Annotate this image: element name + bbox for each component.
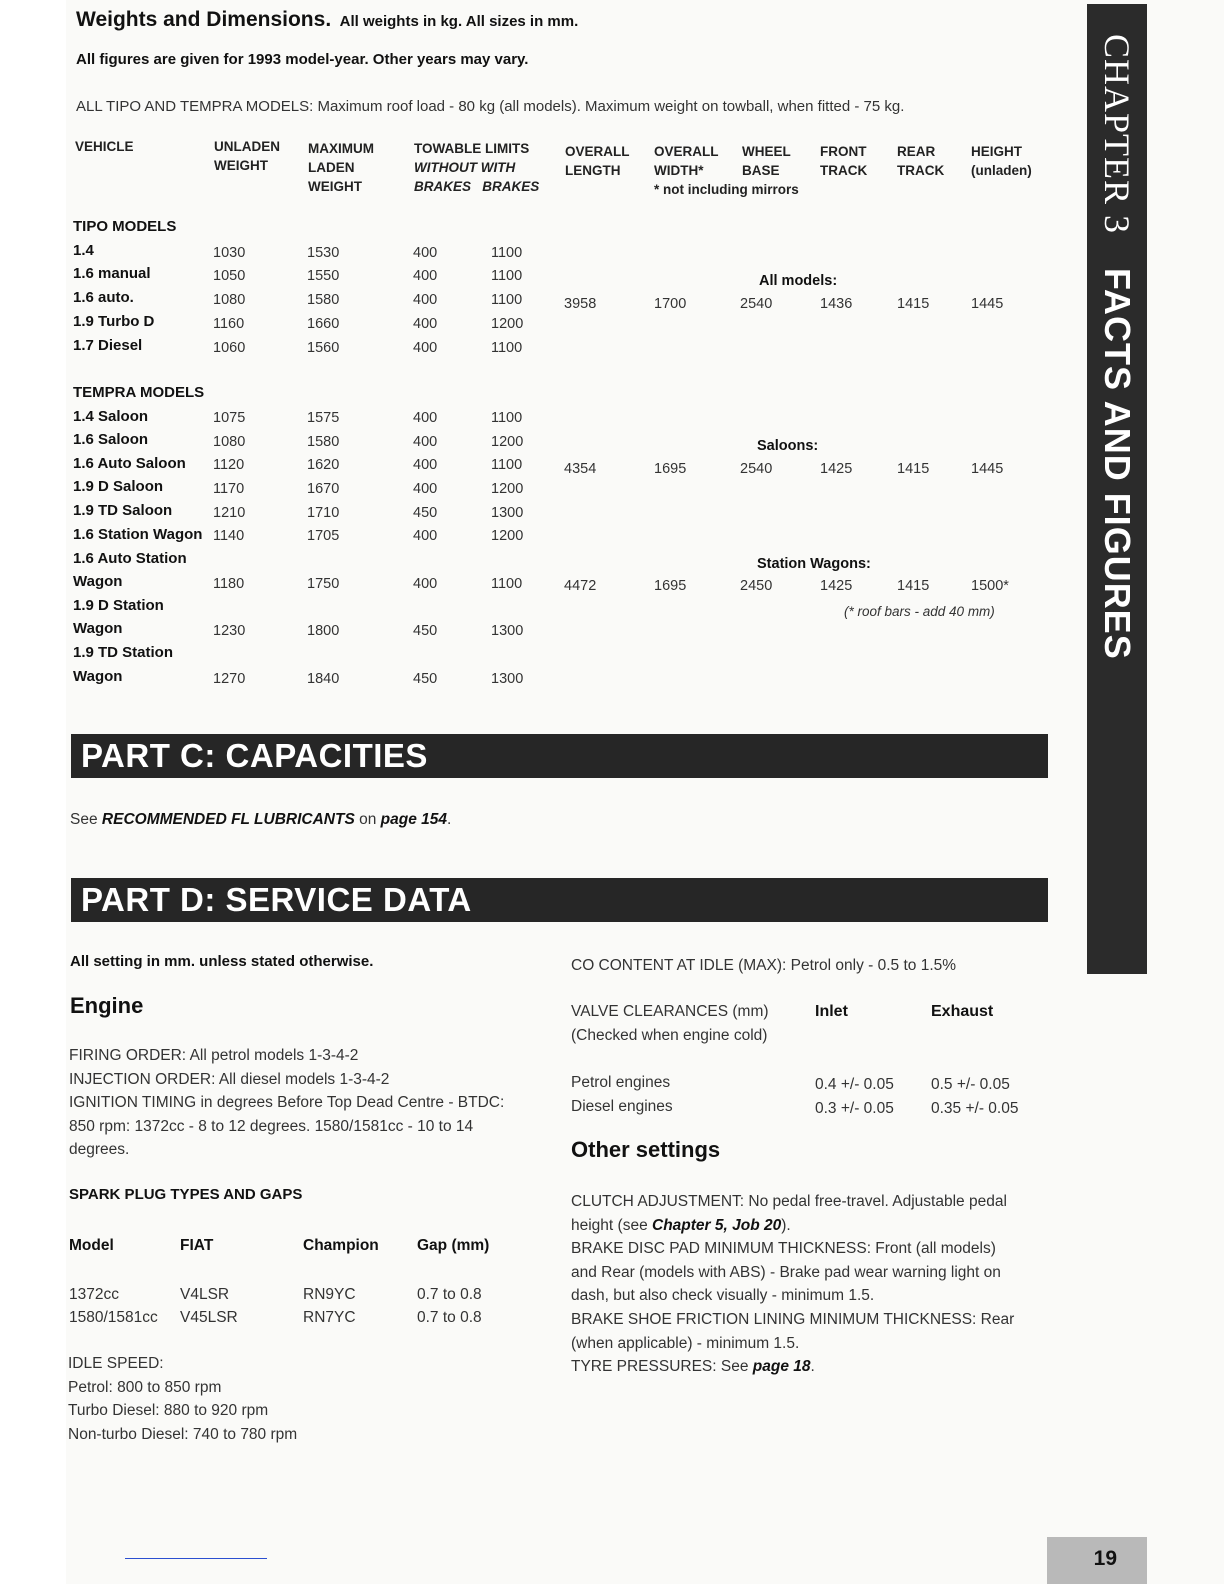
table-cell: V4LSR — [180, 1286, 230, 1303]
table-cell: 400 — [413, 410, 438, 426]
part-d-title: PART D: SERVICE DATA — [81, 881, 472, 918]
other-line: and Rear (models with ABS) - Brake pad wear warning light on — [571, 1263, 1001, 1281]
chapter-tab — [1087, 4, 1147, 974]
wagon-wheelbase: 2450 — [740, 578, 773, 594]
table-row-label: Wagon — [73, 620, 123, 637]
wagon-dims-label: Station Wagons: — [757, 556, 871, 572]
spark-title: SPARK PLUG TYPES AND GAPS — [69, 1186, 303, 1203]
table-row-label: 1.6 Auto Station — [73, 550, 187, 567]
table-cell: 1210 — [213, 505, 246, 521]
idle-line: Turbo Diesel: 880 to 920 rpm — [68, 1402, 269, 1420]
header-max-laden-l2: LADEN — [308, 160, 355, 175]
table-cell: 1100 — [491, 245, 523, 261]
page-18-link[interactable]: page 18 — [752, 1358, 811, 1376]
table-cell: 1100 — [491, 576, 523, 592]
wagon-front-track: 1425 — [820, 578, 853, 594]
wagon-width: 1695 — [654, 578, 687, 594]
table-cell: 1100 — [491, 410, 523, 426]
table-cell: 1300 — [491, 623, 524, 639]
table-cell: 400 — [413, 576, 438, 592]
header-max-laden — [308, 139, 374, 196]
spark-header-champion: Champion — [303, 1237, 379, 1254]
table-cell: 0.4 +/- 0.05 — [815, 1076, 894, 1093]
capacities-on: on — [359, 811, 377, 828]
table-cell: 1372cc — [69, 1286, 119, 1303]
engine-title: Engine — [70, 993, 144, 1018]
table-cell: 400 — [413, 481, 438, 497]
header-front-track-l1: FRONT — [820, 144, 867, 159]
table-row-label: 1.6 manual — [73, 265, 151, 282]
tipo-group-title: TIPO MODELS — [73, 218, 177, 235]
table-cell: 450 — [413, 505, 438, 521]
all-models-note: ALL TIPO AND TEMPRA MODELS: Maximum roof load - 80 kg (all models). Maximum weight on towball, when fitted - 75 kg. — [76, 98, 905, 115]
table-row-label: Wagon — [73, 668, 123, 685]
table-row-label: 1.6 auto. — [73, 289, 134, 306]
table-row-label: 1.9 D Station — [73, 597, 164, 614]
table-cell: 1575 — [307, 410, 340, 426]
page-margin — [0, 0, 66, 1584]
table-cell: 1840 — [307, 671, 340, 687]
table-cell: 1300 — [491, 671, 524, 687]
header-overall-width-l1: OVERALL — [654, 144, 719, 159]
table-cell: 0.35 +/- 0.05 — [931, 1100, 1019, 1117]
table-cell: 400 — [413, 268, 438, 284]
header-overall-length — [565, 142, 630, 180]
table-cell: 450 — [413, 623, 438, 639]
table-cell: 1620 — [307, 457, 340, 473]
table-cell: 1200 — [491, 481, 524, 497]
table-row-label: 1.6 Station Wagon — [73, 526, 203, 543]
tipo-front-track: 1436 — [820, 296, 853, 312]
table-cell: 0.5 +/- 0.05 — [931, 1076, 1010, 1093]
table-cell: 1800 — [307, 623, 340, 639]
engine-line: FIRING ORDER: All petrol models 1-3-4-2 — [69, 1047, 359, 1064]
header-towable — [414, 139, 539, 196]
valve-label-l1: VALVE CLEARANCES (mm) — [571, 1003, 769, 1020]
other-l2a: height (see — [571, 1216, 652, 1234]
model-year-note: All figures are given for 1993 model-year. Other years may vary. — [76, 51, 529, 68]
tipo-width: 1700 — [654, 296, 687, 312]
header-height — [971, 142, 1032, 180]
table-cell: 400 — [413, 457, 438, 473]
spark-header-model: Model — [69, 1237, 114, 1254]
header-rear-track — [897, 142, 944, 180]
table-cell: 1580 — [307, 434, 340, 450]
valve-exhaust-header: Exhaust — [931, 1003, 994, 1020]
page-number: 19 — [1093, 1547, 1117, 1570]
other-l8a: TYRE PRESSURES: See — [571, 1358, 753, 1376]
header-unladen-l1: UNLADEN — [214, 139, 280, 154]
table-cell: V45LSR — [180, 1309, 238, 1326]
part-c-title: PART C: CAPACITIES — [81, 737, 428, 774]
table-cell: 1660 — [307, 316, 340, 332]
tipo-dims-label: All models: — [759, 273, 838, 289]
other-settings-title: Other settings — [571, 1137, 721, 1162]
spark-header-gap: Gap (mm) — [417, 1237, 490, 1254]
capacities-see: See — [70, 811, 98, 828]
table-cell: Petrol engines — [571, 1074, 671, 1091]
table-cell: 1100 — [491, 340, 523, 356]
header-with: WITH — [480, 160, 516, 175]
table-cell: 1550 — [307, 268, 340, 284]
saloon-length: 4354 — [564, 461, 597, 477]
table-cell: 1200 — [491, 434, 524, 450]
table-row-label: 1.6 Auto Saloon — [73, 455, 186, 472]
section-label: FACTS AND FIGURES — [1097, 268, 1138, 660]
engine-line: degrees. — [69, 1141, 130, 1159]
part-c-header — [71, 734, 1048, 778]
other-line: BRAKE DISC PAD MINIMUM THICKNESS: Front (all models) — [571, 1240, 996, 1258]
saloon-wheelbase: 2540 — [740, 461, 773, 477]
table-cell: 1100 — [491, 457, 523, 473]
weights-title-suffix: All weights in kg. All sizes in mm. — [339, 13, 579, 30]
engine-text — [69, 1044, 504, 1162]
part-d-header — [71, 878, 1048, 922]
table-cell: 0.7 to 0.8 — [417, 1309, 482, 1326]
other-line — [571, 1355, 1014, 1379]
table-cell: 1080 — [213, 292, 246, 308]
table-row-label: 1.9 Turbo D — [73, 313, 155, 330]
spark-header-fiat: FIAT — [180, 1237, 214, 1254]
table-cell: 1200 — [491, 316, 524, 332]
table-cell: Diesel engines — [571, 1098, 673, 1115]
table-row-label: 1.4 Saloon — [73, 408, 149, 425]
weights-title: Weights and Dimensions. — [76, 8, 332, 31]
table-cell: 1710 — [307, 505, 340, 521]
table-cell: 1075 — [213, 410, 246, 426]
table-cell: 1230 — [213, 623, 246, 639]
header-wheel-base — [742, 142, 791, 180]
table-cell: 1080 — [213, 434, 246, 450]
table-row-label: Wagon — [73, 573, 123, 590]
table-row-label: 1.7 Diesel — [73, 337, 143, 354]
table-cell: 400 — [413, 245, 438, 261]
idle-line: Petrol: 800 to 850 rpm — [68, 1378, 222, 1396]
header-height-l2: (unladen) — [971, 163, 1032, 178]
other-l2c: ). — [781, 1216, 791, 1234]
header-wheel-base-l2: BASE — [742, 163, 780, 178]
header-front-track — [820, 142, 867, 180]
table-cell: 1200 — [491, 528, 524, 544]
service-intro: All setting in mm. unless stated otherwise. — [70, 953, 374, 970]
table-cell: 400 — [413, 292, 438, 308]
header-overall-width-l2: WIDTH* — [654, 163, 704, 178]
saloon-dims-label: Saloons: — [757, 438, 819, 454]
header-front-track-l2: TRACK — [820, 163, 868, 178]
table-cell: 1160 — [213, 316, 245, 332]
table-cell: RN7YC — [303, 1309, 356, 1326]
other-line: (when applicable) - minimum 1.5. — [571, 1334, 800, 1352]
tipo-length: 3958 — [564, 296, 597, 312]
valve-clearances-label — [571, 1000, 769, 1047]
table-cell: 1300 — [491, 505, 524, 521]
table-row-label: 1.9 D Saloon — [73, 478, 164, 495]
engine-line: 850 rpm: 1372cc - 8 to 12 degrees. 1580/1581cc - 10 to 14 — [69, 1117, 474, 1135]
valve-label-l2: (Checked when engine cold) — [571, 1026, 768, 1044]
table-cell: 0.3 +/- 0.05 — [815, 1100, 894, 1117]
header-overall-length-l2: LENGTH — [565, 163, 621, 178]
header-overall-length-l1: OVERALL — [565, 144, 630, 159]
header-vehicle: VEHICLE — [75, 139, 134, 154]
engine-line: IGNITION TIMING in degrees Before Top Dead Centre - BTDC: — [69, 1094, 505, 1112]
header-width-note: * not including mirrors — [654, 182, 799, 197]
wagon-height: 1500* — [971, 578, 1009, 594]
header-without: WITHOUT — [414, 160, 477, 175]
other-line: CLUTCH ADJUSTMENT: No pedal free-travel. Adjustable pedal — [571, 1193, 1007, 1210]
header-rear-track-l2: TRACK — [897, 163, 945, 178]
saloon-width: 1695 — [654, 461, 687, 477]
table-cell: 1580 — [307, 292, 340, 308]
table-cell: 1530 — [307, 245, 340, 261]
table-cell: 1030 — [213, 245, 246, 261]
table-row-label: 1.9 TD Station — [73, 644, 174, 661]
header-rear-track-l1: REAR — [897, 144, 936, 159]
wagon-length: 4472 — [564, 578, 597, 594]
header-brakes-1: BRAKES — [414, 179, 472, 194]
header-towable-l1: TOWABLE LIMITS — [414, 141, 530, 156]
page-154-link[interactable]: page 154 — [380, 811, 448, 828]
engine-line: INJECTION ORDER: All diesel models 1-3-4-2 — [69, 1070, 390, 1088]
table-row-label: 1.9 TD Saloon — [73, 502, 173, 519]
other-line: dash, but also check visually - minimum 1.5. — [571, 1287, 875, 1305]
chapter-5-link[interactable]: Chapter 5, Job 20 — [652, 1216, 782, 1234]
other-settings-text — [571, 1190, 1014, 1379]
saloon-front-track: 1425 — [820, 461, 853, 477]
table-cell: 1140 — [213, 528, 245, 544]
table-cell: 1670 — [307, 481, 340, 497]
tipo-height: 1445 — [971, 296, 1004, 312]
header-brakes-2: BRAKES — [482, 179, 540, 194]
table-cell: 1050 — [213, 268, 246, 284]
header-max-laden-l3: WEIGHT — [308, 179, 362, 194]
capacities-note — [70, 811, 451, 829]
tipo-rear-track: 1415 — [897, 296, 930, 312]
table-cell: RN9YC — [303, 1286, 356, 1303]
chapter-tab-label — [1096, 34, 1138, 660]
idle-speed — [68, 1352, 297, 1446]
page-number-tab — [1047, 1537, 1147, 1584]
saloon-height: 1445 — [971, 461, 1004, 477]
saloon-rear-track: 1415 — [897, 461, 930, 477]
table-cell: 1120 — [213, 457, 245, 473]
wagon-rear-track: 1415 — [897, 578, 930, 594]
table-cell: 1100 — [491, 268, 523, 284]
idle-line: Non-turbo Diesel: 740 to 780 rpm — [68, 1425, 298, 1443]
valve-inlet-header: Inlet — [815, 1003, 848, 1020]
chapter-label: CHAPTER 3 — [1097, 34, 1137, 235]
table-cell: 450 — [413, 671, 438, 687]
table-cell: 1100 — [491, 292, 523, 308]
idle-line: IDLE SPEED: — [68, 1355, 164, 1372]
header-unladen — [214, 137, 280, 175]
weights-heading — [76, 8, 578, 32]
table-cell: 1180 — [213, 576, 245, 592]
table-cell: 400 — [413, 316, 438, 332]
other-line: BRAKE SHOE FRICTION LINING MINIMUM THICKNESS: Rear — [571, 1310, 1015, 1328]
table-cell: 1060 — [213, 340, 246, 356]
other-line — [571, 1214, 1014, 1238]
other-l8c: . — [810, 1358, 815, 1376]
capacities-dot: . — [447, 811, 452, 828]
table-cell: 1270 — [213, 671, 246, 687]
table-cell: 1560 — [307, 340, 340, 356]
table-cell: 1170 — [213, 481, 245, 497]
table-cell: 400 — [413, 528, 438, 544]
table-cell: 1705 — [307, 528, 340, 544]
table-cell: 0.7 to 0.8 — [417, 1286, 482, 1303]
table-cell: 1750 — [307, 576, 340, 592]
table-row-label: 1.6 Saloon — [73, 431, 149, 448]
header-max-laden-l1: MAXIMUM — [308, 141, 374, 156]
table-cell: 400 — [413, 434, 438, 450]
lubricants-link[interactable]: RECOMMENDED FL LUBRICANTS — [101, 811, 355, 828]
co-content: CO CONTENT AT IDLE (MAX): Petrol only - 0.5 to 1.5% — [571, 957, 957, 974]
footer-rule — [125, 1558, 267, 1559]
table-cell: 1580/1581cc — [69, 1309, 158, 1326]
header-height-l1: HEIGHT — [971, 144, 1023, 159]
tempra-group-title: TEMPRA MODELS — [73, 384, 205, 401]
tipo-wheelbase: 2540 — [740, 296, 773, 312]
table-row-label: 1.4 — [73, 242, 94, 259]
table-cell: 400 — [413, 340, 438, 356]
header-wheel-base-l1: WHEEL — [742, 144, 791, 159]
roof-bars-note: (* roof bars - add 40 mm) — [844, 604, 995, 619]
header-unladen-l2: WEIGHT — [214, 158, 268, 173]
